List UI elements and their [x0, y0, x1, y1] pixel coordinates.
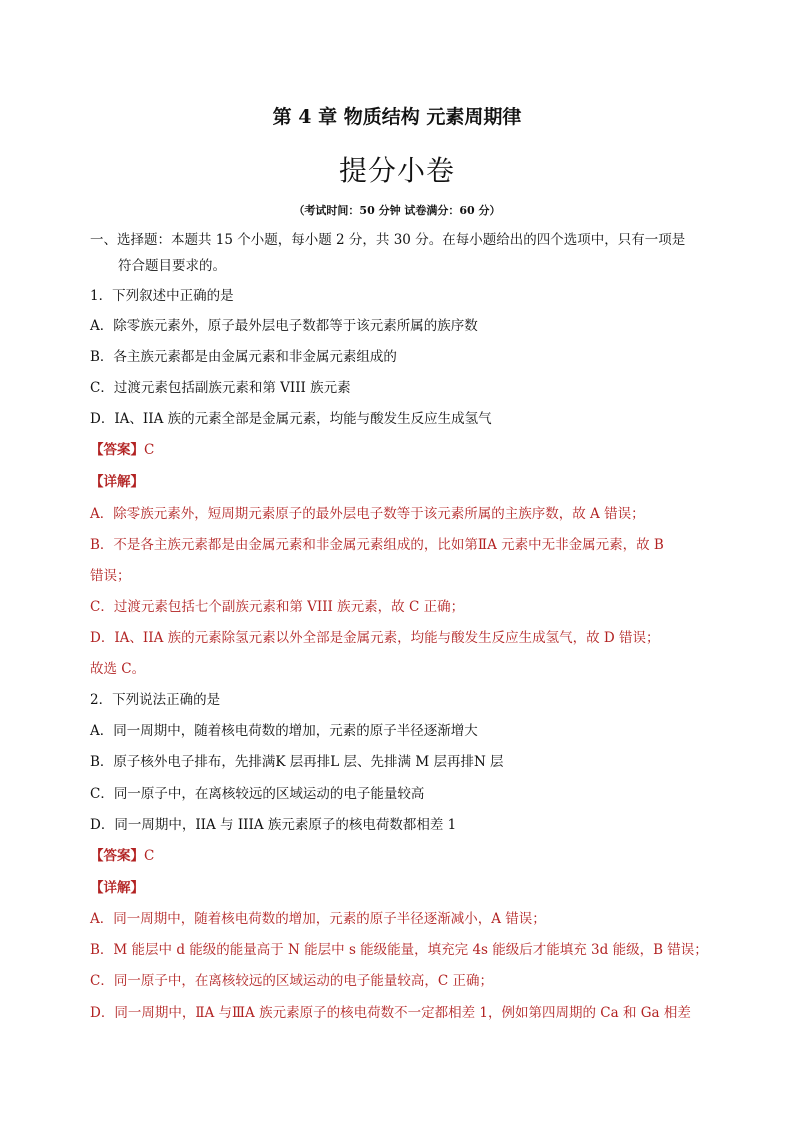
q2-detail-label: 【详解】 [90, 880, 144, 896]
q2-answer-value: C [144, 848, 155, 864]
q1-explanation-c: C．过渡元素包括七个副族元素和第 VIII 族元素，故 C 正确； [90, 599, 465, 615]
q1-explanation-a: A．除零族元素外，短周期元素原子的最外层电子数等于该元素所属的主族序数，故 A 错误； [90, 506, 645, 522]
q2-explanation-a: A．同一周期中，随着核电荷数的增加，元素的原子半径逐渐减小，A 错误； [90, 911, 546, 927]
q1-option-c: C．过渡元素包括副族元素和第 VIII 族元素 [90, 380, 351, 396]
q1-option-d: D．ⅠA、IIA 族的元素全部是金属元素，均能与酸发生反应生成氢气 [90, 411, 492, 427]
q2-answer [90, 846, 698, 866]
q1-option-a: A．除零族元素外，原子最外层电子数都等于该元素所属的族序数 [90, 318, 478, 334]
q1-explanation-b-line1: B．不是各主族元素都是由金属元素和非金属元素组成的，比如第ⅡA 元素中无非金属元素，故 B [90, 537, 664, 553]
q2-answer-tag: 【答案】 [90, 848, 144, 864]
q2-detail-tag [90, 878, 698, 898]
q1-detail-tag [90, 472, 698, 492]
q1-answer [90, 440, 698, 460]
section-heading-line1: 一、选择题：本题共 15 个小题，每小题 2 分，共 30 分。在每小题给出的四个选项中，只有一项是 [90, 232, 686, 248]
q1-detail-label: 【详解】 [90, 474, 144, 490]
q1-option-b: B．各主族元素都是由金属元素和非金属元素组成的 [90, 349, 397, 365]
q1-explanation-d: D．ⅠA、IIA 族的元素除氢元素以外全部是金属元素，均能与酸发生反应生成氢气，故 D 错误； [90, 630, 660, 646]
q2-option-b: B．原子核外电子排布，先排满K 层再排L 层、先排满 M 层再排N 层 [90, 754, 504, 770]
q1-answer-tag: 【答案】 [90, 442, 144, 458]
page-title: 提分小卷 [338, 154, 455, 187]
exam-info: （考试时间：50 分钟 试卷满分：60 分） [293, 204, 501, 217]
q2-explanation-b: B．M 能层中 d 能级的能量高于 N 能层中 s 能级能量，填充完 4s 能级后才能填充 3d 能级，B 错误； [90, 942, 708, 958]
q1-stem: 1．下列叙述中正确的是 [90, 288, 234, 304]
q1-explanation-b-line2: 错误； [90, 568, 131, 584]
q2-explanation-d: D．同一周期中，ⅡA 与ⅢA 族元素原子的核电荷数不一定都相差 1，例如第四周期的 Ca 和 Ga 相差 [90, 1005, 691, 1021]
q2-option-d: D．同一周期中，IIA 与 IIIA 族元素原子的核电荷数都相差 1 [90, 817, 457, 833]
section-heading-line2: 符合题目要求的。 [118, 258, 226, 274]
q2-stem: 2．下列说法正确的是 [90, 692, 221, 708]
q2-option-a: A．同一周期中，随着核电荷数的增加，元素的原子半径逐渐增大 [90, 723, 478, 739]
q2-explanation-c: C．同一原子中，在离核较远的区域运动的电子能量较高，C 正确； [90, 973, 493, 989]
chapter-heading: 第 4 章 物质结构 元素周期律 [272, 106, 522, 128]
q1-conclusion: 故选 C。 [90, 661, 146, 677]
q1-answer-value: C [144, 442, 155, 458]
q2-option-c: C．同一原子中，在离核较远的区域运动的电子能量较高 [90, 786, 425, 802]
